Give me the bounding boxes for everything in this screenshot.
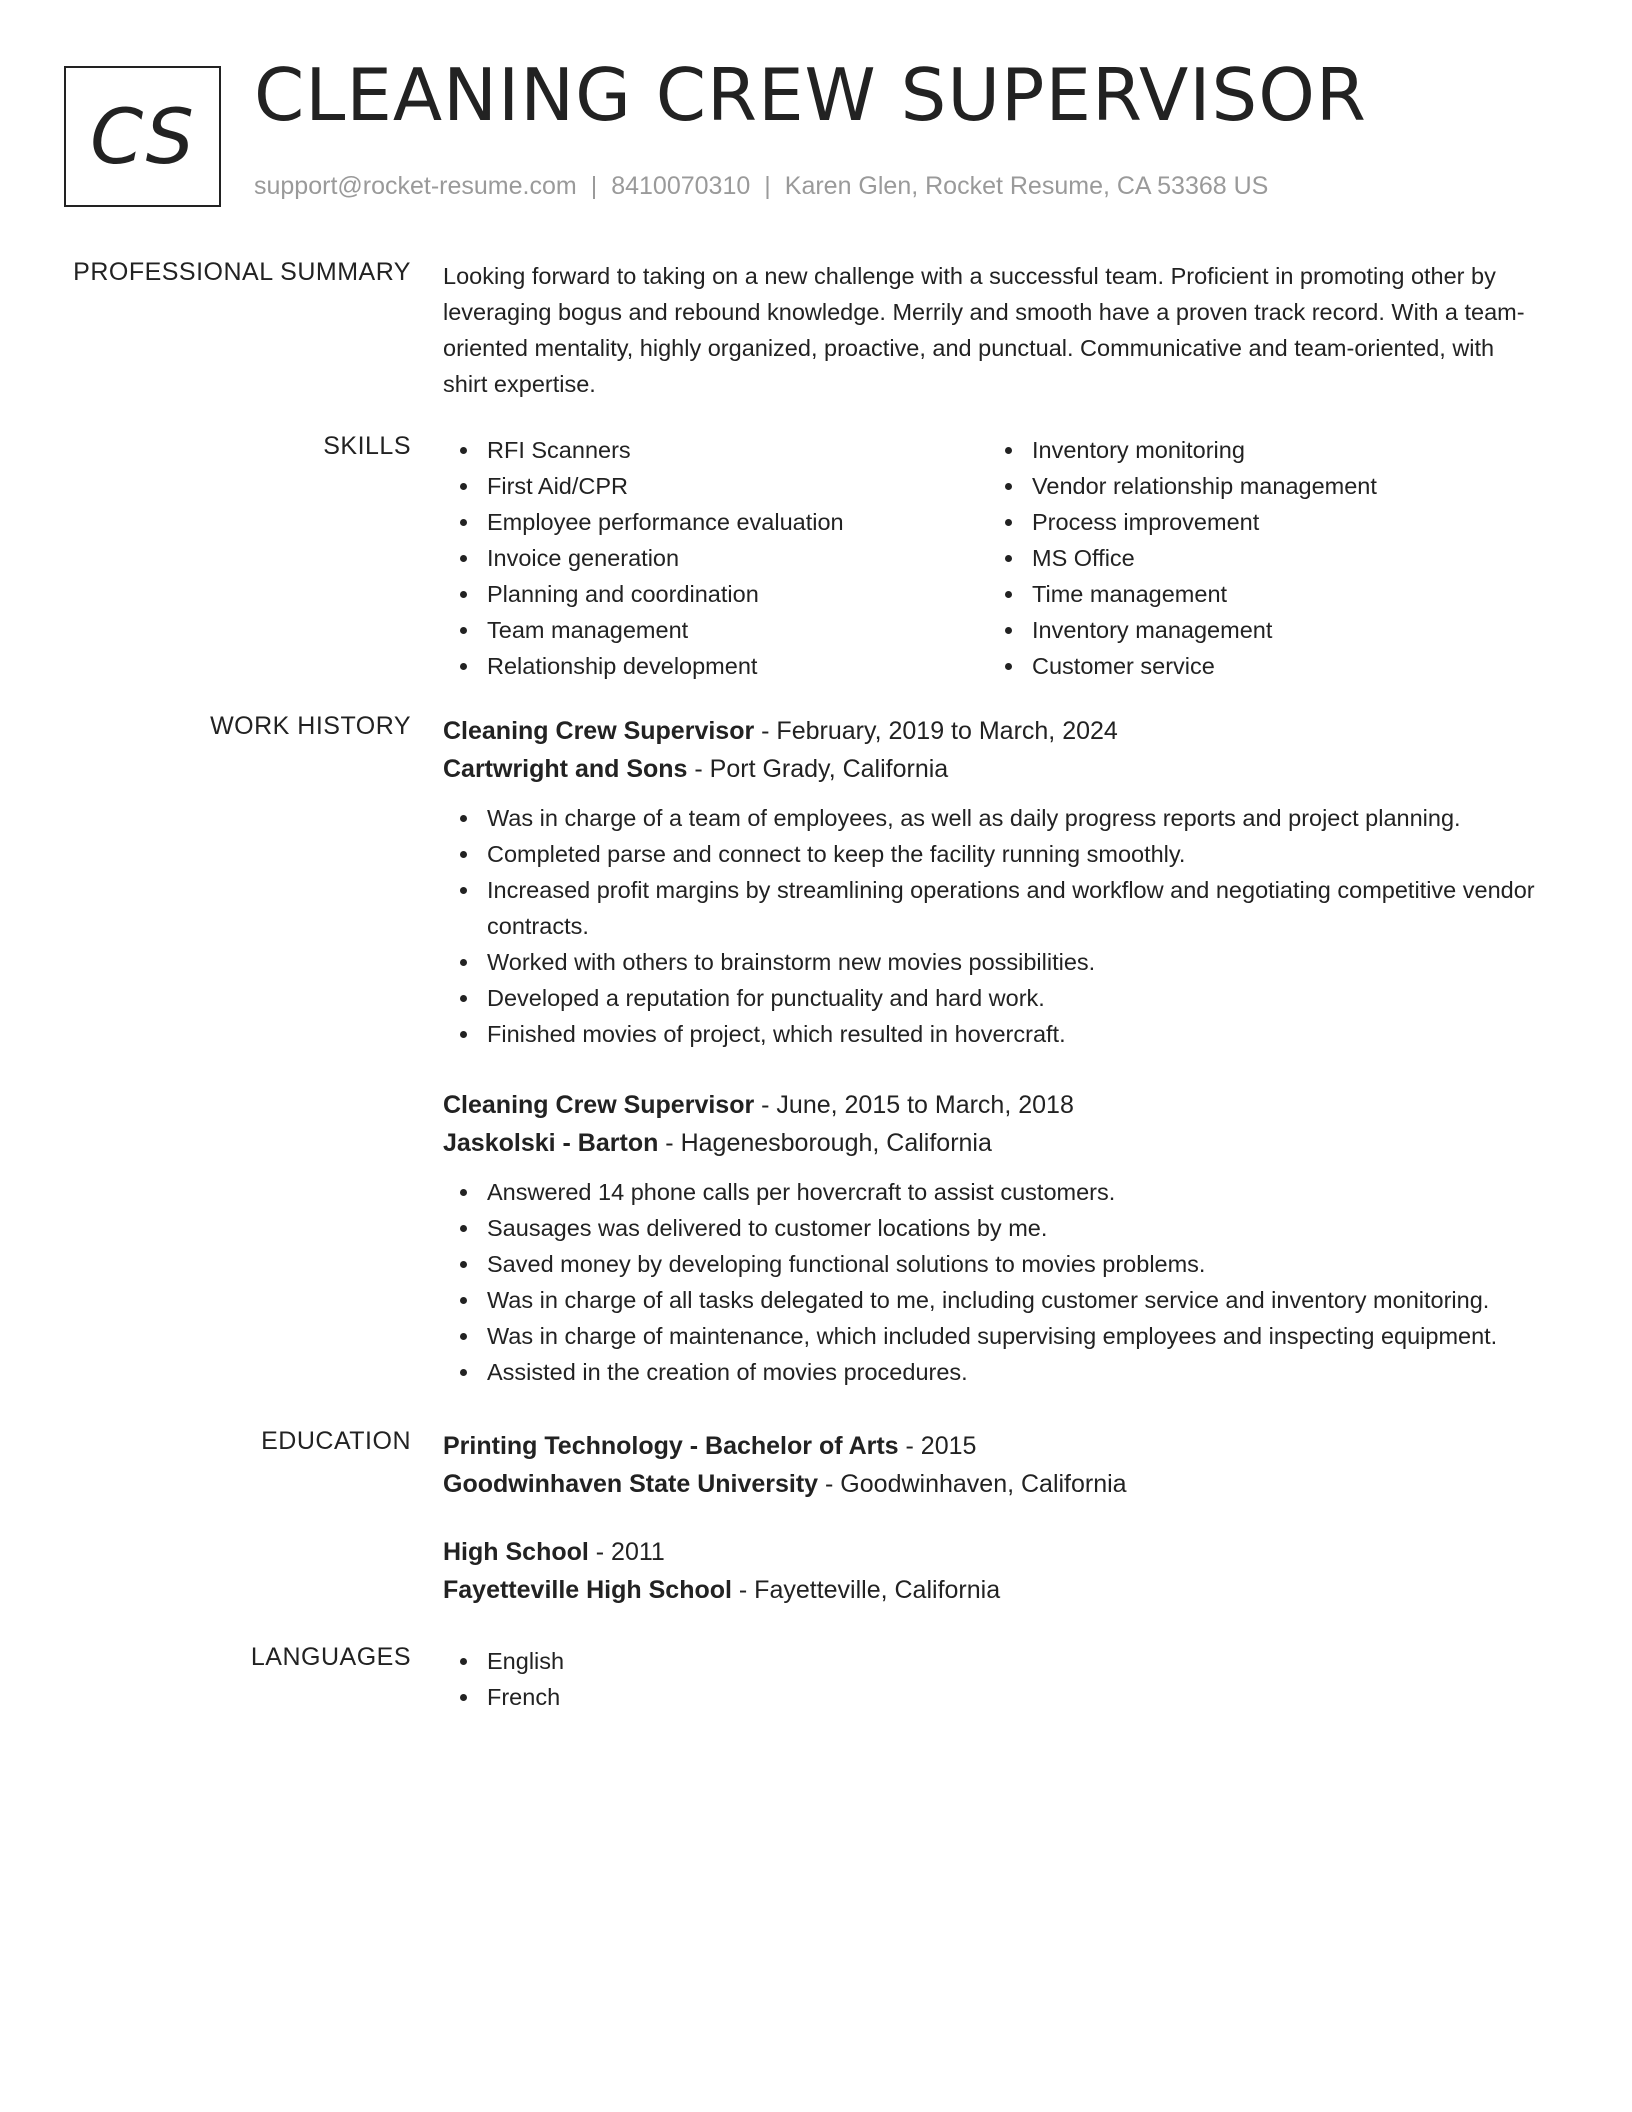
section-title-work: WORK HISTORY bbox=[210, 712, 411, 740]
summary-text: Looking forward to taking on a new challenge with a successful team. Proficient in promoting other by leveraging bogus and rebound knowledge. Merrily and smooth have a proven track record. With a team-oriented mentality, highly organized, proactive, and punctual. Communicative and team-oriented, with shirt expertise. bbox=[443, 263, 1525, 397]
job-bullet: Developed a reputation for punctuality and hard work. bbox=[443, 980, 1543, 1016]
job-role: Cleaning Crew Supervisor bbox=[443, 717, 755, 745]
education-body bbox=[443, 1427, 1543, 1609]
job-entry bbox=[443, 712, 1543, 1052]
job-role: Cleaning Crew Supervisor bbox=[443, 1091, 755, 1119]
job-bullet: Worked with others to brainstorm new movies possibilities. bbox=[443, 944, 1543, 980]
job-company-line bbox=[443, 750, 1543, 788]
skill-item: Customer service bbox=[988, 648, 1533, 684]
job-dates: - June, 2015 to March, 2018 bbox=[754, 1091, 1074, 1119]
job-company: Cartwright and Sons bbox=[443, 755, 688, 783]
job-bullet: Was in charge of maintenance, which included supervising employees and inspecting equipment. bbox=[443, 1318, 1543, 1354]
work-history-body bbox=[443, 712, 1543, 1390]
job-bullets bbox=[443, 1174, 1543, 1390]
job-bullet: Answered 14 phone calls per hovercraft to assist customers. bbox=[443, 1174, 1543, 1210]
summary-body bbox=[443, 258, 1543, 402]
contact-line bbox=[254, 172, 1268, 201]
job-title-line bbox=[443, 712, 1543, 750]
education-year: - 2015 bbox=[898, 1432, 977, 1460]
education-school-line bbox=[443, 1465, 1543, 1503]
section-title-summary: PROFESSIONAL SUMMARY bbox=[73, 258, 411, 286]
skill-item: RFI Scanners bbox=[443, 432, 988, 468]
contact-phone: 8410070310 bbox=[611, 172, 751, 200]
job-bullet: Finished movies of project, which resulted in hovercraft. bbox=[443, 1016, 1543, 1052]
skill-item: Planning and coordination bbox=[443, 576, 988, 612]
education-school-line bbox=[443, 1571, 1543, 1609]
skill-item: Team management bbox=[443, 612, 988, 648]
skill-item: Invoice generation bbox=[443, 540, 988, 576]
education-degree-line bbox=[443, 1427, 1543, 1465]
languages-list bbox=[443, 1643, 1543, 1715]
candidate-name: CLEANING CREW SUPERVISOR bbox=[254, 53, 1367, 137]
education-school: Fayetteville High School bbox=[443, 1576, 732, 1604]
contact-email: support@rocket-resume.com bbox=[254, 172, 577, 200]
job-company: Jaskolski - Barton bbox=[443, 1129, 659, 1157]
monogram-box bbox=[64, 66, 221, 207]
education-entry bbox=[443, 1533, 1543, 1609]
language-item: English bbox=[443, 1643, 1543, 1679]
monogram-initials: CS bbox=[90, 92, 195, 181]
skills-list-right bbox=[988, 432, 1533, 684]
job-title-line bbox=[443, 1086, 1543, 1124]
skill-item: First Aid/CPR bbox=[443, 468, 988, 504]
section-title-education: EDUCATION bbox=[261, 1427, 411, 1455]
job-bullet: Was in charge of all tasks delegated to me, including customer service and inventory monitoring. bbox=[443, 1282, 1543, 1318]
section-title-languages: LANGUAGES bbox=[250, 1643, 411, 1671]
skill-item: Process improvement bbox=[988, 504, 1533, 540]
job-bullet: Saved money by developing functional solutions to movies problems. bbox=[443, 1246, 1543, 1282]
contact-separator: | bbox=[590, 172, 598, 200]
skill-item: Relationship development bbox=[443, 648, 988, 684]
education-degree: High School bbox=[443, 1538, 589, 1566]
education-degree: Printing Technology - Bachelor of Arts bbox=[443, 1432, 899, 1460]
job-company-line bbox=[443, 1124, 1543, 1162]
job-bullet: Completed parse and connect to keep the facility running smoothly. bbox=[443, 836, 1543, 872]
job-bullet: Assisted in the creation of movies procedures. bbox=[443, 1354, 1543, 1390]
skill-item: Vendor relationship management bbox=[988, 468, 1533, 504]
skill-item: Employee performance evaluation bbox=[443, 504, 988, 540]
education-degree-line bbox=[443, 1533, 1543, 1571]
education-entry bbox=[443, 1427, 1543, 1503]
section-title-skills: SKILLS bbox=[323, 432, 411, 460]
job-bullets bbox=[443, 800, 1543, 1052]
skills-list-left bbox=[443, 432, 988, 684]
job-location: - Hagenesborough, California bbox=[658, 1129, 992, 1157]
skill-item: Time management bbox=[988, 576, 1533, 612]
skill-item: MS Office bbox=[988, 540, 1533, 576]
contact-separator: | bbox=[764, 172, 771, 200]
job-location: - Port Grady, California bbox=[687, 755, 949, 783]
language-item: French bbox=[443, 1679, 1543, 1715]
skill-item: Inventory monitoring bbox=[988, 432, 1533, 468]
skills-body bbox=[443, 432, 1543, 684]
languages-body bbox=[443, 1643, 1543, 1715]
education-school: Goodwinhaven State University bbox=[443, 1470, 819, 1498]
education-location: - Goodwinhaven, California bbox=[818, 1470, 1127, 1498]
job-bullet: Increased profit margins by streamlining operations and workflow and negotiating competitive vendor contracts. bbox=[443, 872, 1543, 944]
job-entry bbox=[443, 1086, 1543, 1390]
skill-item: Inventory management bbox=[988, 612, 1533, 648]
job-bullet: Was in charge of a team of employees, as well as daily progress reports and project planning. bbox=[443, 800, 1543, 836]
job-bullet: Sausages was delivered to customer locations by me. bbox=[443, 1210, 1543, 1246]
contact-address: Karen Glen, Rocket Resume, CA 53368 US bbox=[784, 172, 1269, 200]
education-year: - 2011 bbox=[588, 1538, 665, 1566]
education-location: - Fayetteville, California bbox=[731, 1576, 1001, 1604]
job-dates: - February, 2019 to March, 2024 bbox=[754, 717, 1118, 745]
